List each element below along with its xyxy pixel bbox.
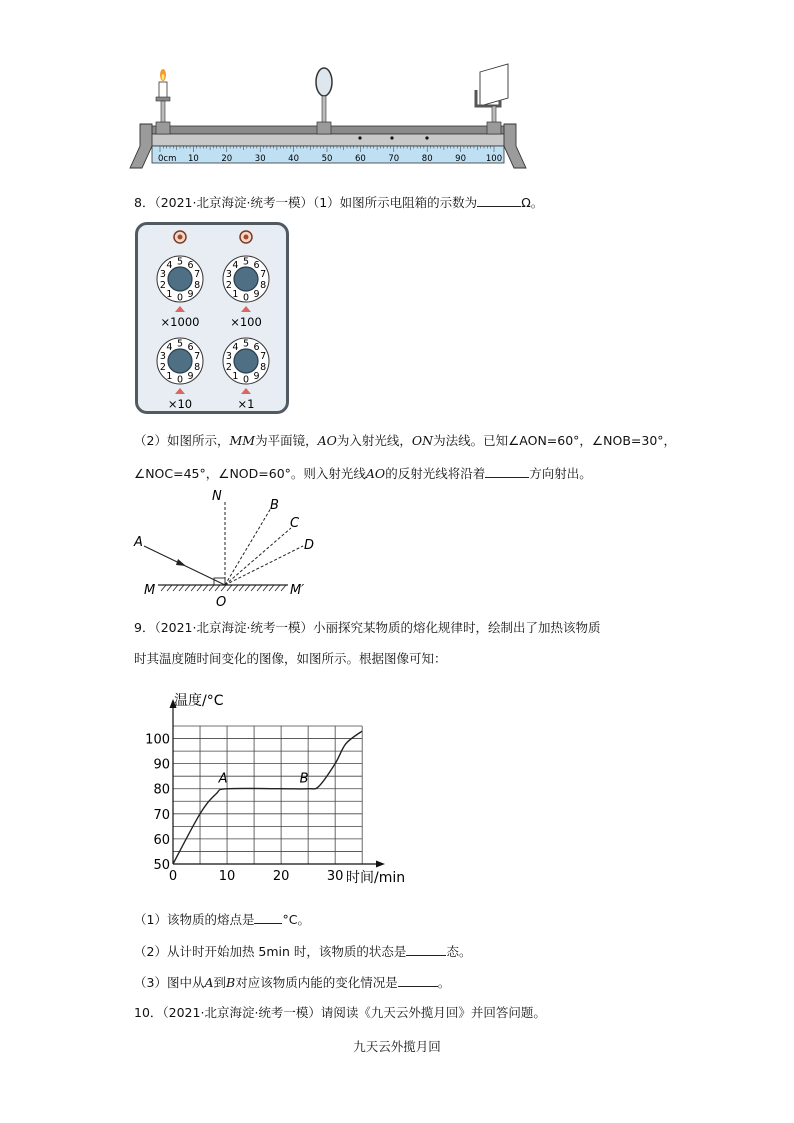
q9-line1: 9．（2021·北京海淀·统考一模）小丽探究某物质的熔化规律时，绘制出了加热该物质	[134, 620, 601, 635]
bench-rail	[148, 134, 508, 146]
dial-digit: 3	[159, 268, 166, 280]
dial-knob[interactable]	[168, 267, 192, 291]
dial-digit: 6	[253, 259, 260, 271]
q8-line1: 8．（2021·北京海淀·统考一模）（1）如图所示电阻箱的示数为 Ω。	[134, 195, 544, 210]
q9-sub1: （1）该物质的熔点是 °C。	[134, 912, 310, 927]
ruler-label: 40	[288, 154, 300, 164]
label-a: A	[134, 535, 143, 550]
dial-digit: 9	[187, 289, 194, 301]
dial-digit: 3	[225, 350, 232, 362]
ruler-label: 10	[187, 154, 199, 164]
dial-digit: 3	[225, 268, 232, 280]
label-d: D	[304, 538, 315, 553]
y-tick-label: 90	[153, 757, 170, 773]
dial-digit: 3	[159, 350, 166, 362]
dial-digit: 4	[166, 341, 173, 353]
dial-digit: 0	[242, 374, 250, 386]
light-screen	[476, 64, 508, 127]
pointer-icon	[175, 388, 185, 394]
ruler-label: 100	[485, 154, 503, 164]
dial-digit: 9	[253, 289, 260, 301]
dial-knob[interactable]	[234, 349, 258, 373]
ruler-label: 50	[321, 154, 333, 164]
article-title: 九天云外揽月回	[353, 1039, 441, 1054]
dial-digit: 6	[253, 341, 260, 353]
dial-digit: 7	[194, 268, 201, 280]
optical-bench-figure	[128, 60, 528, 180]
q8-line3: ∠NOC=45°，∠NOD=60°。则入射光线AO的反射光线将沿着 方向射出。	[134, 466, 592, 481]
y-tick-label: 100	[145, 732, 170, 748]
dial-digit: 4	[166, 259, 173, 271]
dial-digit: 9	[253, 371, 260, 383]
ruler-label: 0cm	[158, 154, 177, 164]
candle	[156, 69, 170, 127]
dial-digit: 0	[242, 292, 250, 304]
dial-digit: 0	[176, 374, 184, 386]
x-tick-label: 30	[326, 869, 344, 884]
label-n: N	[212, 489, 222, 504]
pointer-icon	[241, 388, 251, 394]
dial-digit: 1	[232, 371, 239, 383]
dial-digit: 2	[225, 280, 232, 292]
dial-digit: 6	[187, 341, 194, 353]
pointer-icon	[175, 306, 185, 312]
dial-multiplier: ×1	[237, 397, 255, 411]
convex-lens	[316, 68, 332, 127]
answer-blank[interactable]	[254, 911, 282, 924]
y-axis-label: 温度/°C	[174, 693, 224, 709]
x-tick-label: 0	[168, 869, 178, 884]
dial-digit: 9	[187, 371, 194, 383]
ruler-label: 30	[254, 154, 266, 164]
dial-digit: 2	[225, 362, 232, 374]
answer-blank[interactable]	[477, 194, 521, 207]
y-tick-label: 60	[153, 832, 170, 848]
resistance-box	[135, 222, 289, 414]
label-b: B	[270, 498, 279, 513]
dial-digit: 1	[166, 371, 173, 383]
dial-digit: 8	[194, 362, 201, 374]
resistance-dial[interactable]	[157, 338, 203, 386]
ruler-label: 20	[221, 154, 233, 164]
answer-blank[interactable]	[485, 465, 529, 478]
dial-digit: 1	[232, 289, 239, 301]
dial-digit: 0	[176, 292, 184, 304]
dial-digit: 7	[260, 350, 267, 362]
dial-multiplier: ×1000	[160, 315, 200, 329]
y-tick-label: 50	[153, 858, 170, 873]
resistance-box-dials	[138, 225, 286, 411]
dial-digit: 5	[242, 338, 250, 350]
dial-digit: 5	[242, 256, 250, 268]
answer-blank[interactable]	[406, 943, 446, 956]
label-m-prime: M′	[290, 583, 305, 598]
resistance-dial[interactable]	[157, 256, 203, 304]
resistance-dial[interactable]	[223, 256, 269, 304]
label-o: O	[216, 595, 227, 610]
dial-digit: 8	[260, 280, 267, 292]
dial-digit: 5	[176, 256, 184, 268]
ruler-label: 90	[455, 154, 467, 164]
point-label: B	[299, 771, 309, 787]
ruler-label: 80	[421, 154, 433, 164]
dial-digit: 2	[159, 280, 166, 292]
bench-leg-right	[504, 124, 526, 168]
dial-digit: 4	[232, 341, 239, 353]
dial-digit: 7	[194, 350, 201, 362]
reflection-diagram	[128, 486, 328, 610]
bench-leg-left	[130, 124, 152, 168]
dial-digit: 7	[260, 268, 267, 280]
dial-knob[interactable]	[234, 267, 258, 291]
q9-line2: 时其温度随时间变化的图像，如图所示。根据图像可知：	[134, 651, 447, 666]
ruler-label: 60	[354, 154, 366, 164]
temperature-time-chart	[138, 688, 418, 888]
x-tick-label: 10	[218, 869, 236, 884]
q8-line2: （2）如图所示，MM为平面镜，AO为入射光线，ON为法线。已知∠AON=60°，∠NOB=30°，	[134, 433, 677, 448]
dial-multiplier: ×100	[230, 315, 262, 329]
dial-multiplier: ×10	[167, 397, 193, 411]
x-axis-arrow-icon	[376, 861, 385, 868]
dial-digit: 5	[176, 338, 184, 350]
q9-sub2: （2）从计时开始加热 5min 时，该物质的状态是 态。	[134, 944, 472, 959]
dial-digit: 4	[232, 259, 239, 271]
dial-digit: 1	[166, 289, 173, 301]
label-m: M	[144, 583, 156, 598]
point-label: A	[218, 771, 228, 787]
dial-digit: 2	[159, 362, 166, 374]
x-tick-label: 20	[272, 869, 290, 884]
dial-digit: 8	[194, 280, 201, 292]
x-axis-label: 时间/min	[346, 870, 406, 886]
q10-line1: 10．（2021·北京海淀·统考一模）请阅读《九天云外揽月回》并回答问题。	[134, 1005, 546, 1020]
y-tick-label: 80	[153, 782, 170, 798]
dial-digit: 6	[187, 259, 194, 271]
dial-digit: 8	[260, 362, 267, 374]
dial-knob[interactable]	[168, 349, 192, 373]
resistance-dial[interactable]	[223, 338, 269, 386]
y-tick-label: 70	[153, 807, 170, 823]
q9-sub3: （3）图中从A到B对应该物质内能的变化情况是 。	[134, 975, 451, 990]
pointer-icon	[241, 306, 251, 312]
answer-blank[interactable]	[398, 974, 438, 987]
label-c: C	[290, 516, 300, 531]
ruler-label: 70	[388, 154, 400, 164]
